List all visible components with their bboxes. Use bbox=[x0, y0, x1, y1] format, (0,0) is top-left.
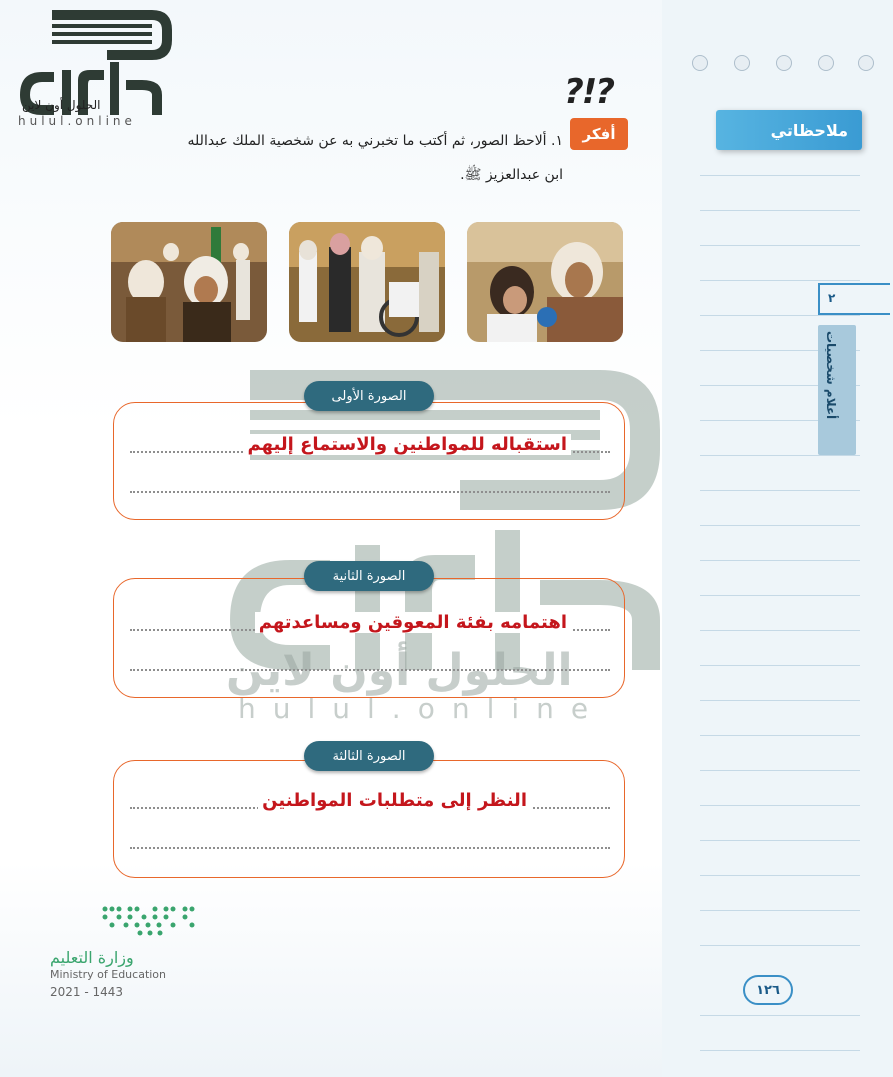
chapter-number-box bbox=[818, 283, 890, 315]
chapter-number: ٢ bbox=[828, 291, 836, 305]
question-line-2: ابن عبدالعزيز ﷺ. bbox=[460, 167, 563, 183]
answer-text-1: استقباله للمواطنين والاستماع إليهم bbox=[244, 434, 571, 455]
answer-label-1-text: الصورة الأولى bbox=[331, 388, 407, 404]
logo-caption: الحلول أون لاين bbox=[22, 98, 101, 112]
notes-strip bbox=[662, 0, 893, 1077]
answer-box-2 bbox=[113, 578, 625, 698]
question-text bbox=[123, 124, 563, 192]
think-badge-label: أفكر bbox=[582, 125, 616, 143]
answer-text-3: النظر إلى متطلبات المواطنين bbox=[258, 790, 531, 811]
king-with-wheelchair-photo bbox=[289, 222, 445, 342]
hulul-logo-icon bbox=[12, 10, 172, 130]
watermark-text: الحلول أون لاين bbox=[226, 645, 573, 696]
logo-domain: hulul.online bbox=[18, 114, 136, 128]
answer-box-1 bbox=[113, 402, 625, 520]
king-receiving-citizens-photo bbox=[111, 222, 267, 342]
answer-dotted-line bbox=[130, 491, 610, 494]
think-badge bbox=[570, 118, 628, 150]
king-with-girl-photo bbox=[467, 222, 623, 342]
binder-ring-icon bbox=[858, 55, 874, 71]
think-marks-icon: ?!? bbox=[564, 72, 613, 112]
answer-box-3 bbox=[113, 760, 625, 878]
chapter-title: أعلام شخصيات bbox=[824, 331, 838, 420]
answer-label-3 bbox=[304, 741, 434, 771]
binder-ring-icon bbox=[734, 55, 750, 71]
answer-label-3-text: الصورة الثالثة bbox=[332, 748, 406, 764]
chapter-title-tab bbox=[818, 325, 856, 455]
answer-label-2-text: الصورة الثانية bbox=[332, 568, 406, 584]
answer-dotted-line bbox=[130, 669, 610, 672]
answer-label-2 bbox=[304, 561, 434, 591]
notes-title-tag bbox=[716, 110, 862, 150]
ministry-year: 2021 - 1443 bbox=[50, 985, 124, 999]
question-line-1: ١. ألاحظ الصور، ثم أكتب ما تخبرني به عن شخصية الملك عبدالله bbox=[187, 133, 563, 149]
answer-dotted-line bbox=[130, 847, 610, 850]
answer-label-1 bbox=[304, 381, 434, 411]
page-number-text: ١٢٦ bbox=[756, 982, 780, 998]
ministry-name-ar: وزارة التعليم bbox=[50, 948, 134, 967]
ministry-name-en: Ministry of Education bbox=[50, 968, 167, 981]
binder-ring-icon bbox=[692, 55, 708, 71]
notes-title: ملاحظاتي bbox=[770, 120, 848, 140]
binder-ring-icon bbox=[776, 55, 792, 71]
ministry-logo-icon bbox=[100, 904, 200, 936]
binder-ring-icon bbox=[818, 55, 834, 71]
watermark-domain: hulul.online bbox=[238, 692, 606, 725]
answer-text-2: اهتمامه بفئة المعوقين ومساعدتهم bbox=[255, 612, 571, 633]
page-number bbox=[743, 975, 793, 1005]
